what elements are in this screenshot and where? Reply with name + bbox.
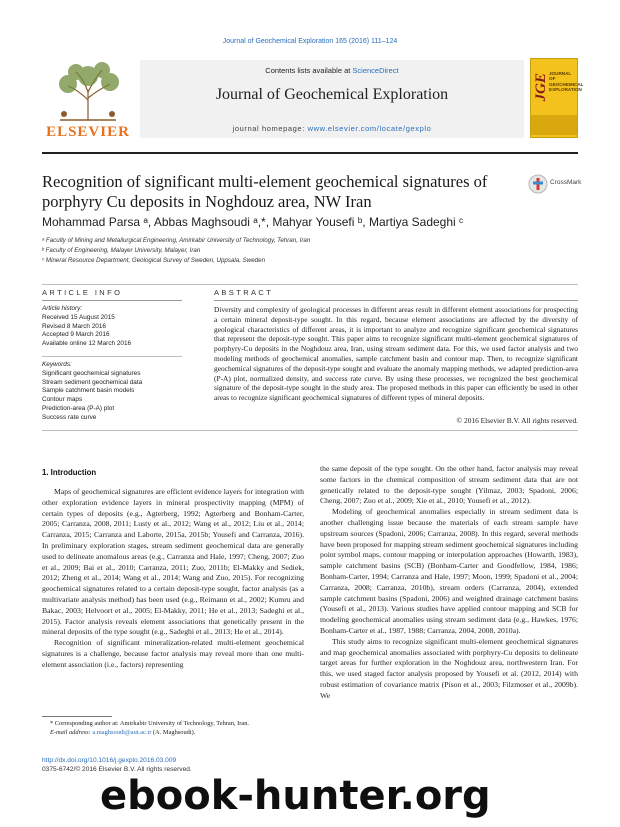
crossmark-label: CrossMark bbox=[550, 179, 582, 186]
journal-title: Journal of Geochemical Exploration bbox=[215, 86, 449, 103]
history-online: Available online 12 March 2016 bbox=[42, 340, 132, 348]
article-title: Recognition of significant multi-element geochemical signatures of porphyry Cu deposits in Noghdouz area, NW Iran bbox=[42, 172, 488, 211]
body-right-column bbox=[320, 464, 578, 702]
keywords-block bbox=[42, 361, 192, 423]
body-paragraph: This study aims to recognize significant multi-element geochemical signatures and map geochemical anomalies associated with porphyry-Cu deposits to delineate target areas for further exploration in the Noghdouz area, northwestern Iran. For this, we used staged factor analysis proposed by Yousefi et al. (2012, 2014) with robust estimation of covariance matrix (Pison et al., 2003; Filzmoser et al., 2009b). We bbox=[320, 636, 578, 700]
header-divider bbox=[42, 152, 578, 154]
history-revised: Revised 8 March 2016 bbox=[42, 322, 106, 330]
body-paragraph: Modeling of geochemical anomalies especially in stream sediment data is another challenging issue because the materials of each stream sample have upstream sources (Spadoni, 2006; Carranza, 2008). In this regard, several methods have been proposed for mapping stream sediment geochemical signatures including point symbol maps, contour mapping or interpolation approaches (Howarth, 1983), sample catchment basins (SCB) (Bonham-Carter and Goodfellow, 1984, 1986; Bonham-Carter, 1994; Carranza and Hale, 1997; Moon, 1999; Spadoni et al., 2004; Carranza, 2008; Carranza, 2010b), stream orders (Carranza, 2004), extended sample catchment basins (Spadoni, 2006) and weighted drainage catchment basins (Yousefi et al., 2013). Various studies have applied contour mapping and SCB for modeling geochemical anomalies using stream sediment data (e.g., Hawkes, 1976; Bonham-Carter et al., 1987, 1988; Carranza, 2004, 2008, 2010a). bbox=[320, 507, 578, 635]
cover-band bbox=[531, 115, 577, 135]
doi-link[interactable]: http://dx.doi.org/10.1016/j.gexplo.2016.03.009 bbox=[42, 757, 177, 764]
journal-reference[interactable]: Journal of Geochemical Exploration 165 (2016) 111–124 bbox=[222, 38, 398, 45]
introduction-heading: 1. Introduction bbox=[42, 468, 97, 477]
homepage-link[interactable]: www.elsevier.com/locate/gexplo bbox=[307, 124, 432, 133]
footnote-divider bbox=[42, 716, 112, 717]
footnote-email-line bbox=[50, 728, 304, 737]
footnote-author: * Corresponding author at: Amirkabir University of Technology, Tehran, Iran. bbox=[50, 720, 250, 727]
footnote-email-label: E-mail address: bbox=[50, 729, 93, 736]
author-list[interactable]: Mohammad Parsa ᵃ, Abbas Maghsoudi ᵃ,*, Mahyar Yousefi ᵇ, Martiya Sadeghi ᶜ bbox=[42, 215, 464, 229]
homepage-line bbox=[140, 124, 524, 133]
history-label: Article history: bbox=[42, 305, 83, 312]
body-paragraph: the same deposit of the type sought. On the other hand, factor analysis may reveal some factors in the chemical composition of stream sediment data that are not genetically related to the deposit-type sought (Yilmaz, 2003; Spadoni, 2006; Cheng, 2007; Zuo et al., 2009; Xie et al., 2010; Yousefi et al., 2012). bbox=[320, 464, 578, 506]
keywords-divider bbox=[42, 356, 182, 357]
affiliation-a: ᵃ Faculty of Mining and Metallurgical Engineering, Amirkabir University of Technology, Tehran, Iran bbox=[42, 237, 311, 244]
keyword-item: Stream sediment geochemical data bbox=[42, 378, 143, 386]
cover-title: JOURNAL OF GEOCHEMICAL EXPLORATION bbox=[549, 71, 584, 93]
journal-cover[interactable] bbox=[530, 58, 584, 138]
article-info-heading: ARTICLE INFO bbox=[42, 288, 123, 297]
article-info-divider bbox=[42, 300, 182, 301]
sciencedirect-link[interactable]: ScienceDirect bbox=[352, 66, 399, 75]
affiliation-c: ᶜ Mineral Resource Department, Geological Survey of Sweden, Uppsala, Sweden bbox=[42, 257, 266, 264]
abstract-divider bbox=[214, 300, 578, 301]
crossmark-icon bbox=[528, 174, 548, 194]
homepage-prefix: journal homepage: bbox=[232, 124, 308, 133]
keyword-item: Success rate curve bbox=[42, 413, 97, 421]
keyword-item: Sample catchment basin models bbox=[42, 387, 135, 395]
history-accepted: Accepted 9 March 2016 bbox=[42, 331, 110, 339]
abstract-heading: ABSTRACT bbox=[214, 288, 274, 297]
abstract-copyright: © 2016 Elsevier B.V. All rights reserved. bbox=[456, 416, 578, 425]
contents-line bbox=[140, 66, 524, 75]
issn-line: 0375-6742/© 2016 Elsevier B.V. All rights reserved. bbox=[42, 766, 192, 773]
abstract-bottom-divider bbox=[42, 430, 578, 431]
body-left-column bbox=[42, 487, 304, 671]
affiliation-b: ᵇ Faculty of Engineering, Malayer University, Malayer, Iran bbox=[42, 247, 201, 254]
keyword-item: Significant geochemical signatures bbox=[42, 369, 141, 377]
affiliations bbox=[42, 236, 542, 266]
body-paragraph: Maps of geochemical signatures are efficient evidence layers for integration with other exploration evidence layers in mineral prospectivity mapping (MPM) of certain types of deposits (e.g., Agterberg, 1992; Agterberg and Bonham-Carter, 2005; Carranza, 2008, 2011; Lusty et al., 2012; Wang et al., 2012; Liu et al., 2014; Carranza, 2015; Carranza and Laborte, 2015a, 2015b; Yousefi and Carranza, 2016). In preliminary exploration stages, stream sediment geochemical data are generally used to delineate anomalous areas (e.g., Carranza and Hale, 1997; Cheng, 2007; Zuo et al., 2009; Bai et al., 2010; Carranza, 2011; Zuo, 2011b; El-Makky and Sediek, 2012; Zheng et al., 2014; Wang et al., 2014; Wang and Zuo, 2015). For recognizing geochemical signatures related to a certain deposit-type sought, factor analysis (as a multivariate analysis method) has been used (e.g., Reimann et al., 2002; Kumru and Bakac, 2003; Helvoort et al., 2005; El-Makky, 2011; He et al., 2013; Sadeghi et al., 2015). Factor analysis reveals element associations that genetically present in the mineral deposits of the type sought (e.g., Sadeghi et al., 2013; He et al., 2014). bbox=[42, 487, 304, 637]
cover-initials: JGE bbox=[533, 73, 549, 102]
history-received: Received 15 August 2015 bbox=[42, 313, 115, 321]
keyword-item: Prediction-area (P-A) plot bbox=[42, 404, 115, 412]
footnote-email-suffix: (A. Maghsoudi). bbox=[151, 729, 196, 736]
publisher-name: ELSEVIER bbox=[46, 124, 130, 140]
watermark-text: ebook-hunter.org bbox=[100, 773, 491, 819]
info-top-divider bbox=[42, 284, 578, 285]
abstract-text: Diversity and complexity of geological processes in different areas result in different element associations for prospecting a certain mineral deposit-type sought. In this regard, because element associations are affected by the diversity of geological characteristics of different areas, it is important to analyze and recognize significant geochemical signatures that represent the deposit-type sought. This paper aims to recognize significant multi-element geochemical signatures of porphyry-Cu deposits in the Noghdouz area, Iran, using stream sediment data. For this, we used factor analysis and two modeling methods of geochemical anomalies, sample catchment basin and contour map. Then, to recognize significant geochemical signatures of the deposit-type sought and evaluate the anomaly mapping methods, we adapted prediction-area (P-A) plot, normalized density, and success rate curve. By using these processes, we recognized the best geochemical signature of the deposit-type sought in the study area. The proposed methods in this paper can efficiently be used in other areas to recognize significant geochemical signatures of different types of mineral deposits. bbox=[214, 305, 578, 403]
author-email-link[interactable]: a.maghsoudi@aut.ac.ir bbox=[92, 729, 152, 736]
crossmark-badge[interactable] bbox=[528, 174, 586, 194]
article-history bbox=[42, 305, 192, 349]
body-paragraph: Recognition of significant mineralization-related multi-element geochemical signatures is a challenge, because factor analysis may reveal more than one multi-element association (i.e., factors) representing bbox=[42, 638, 304, 669]
keywords-label: Keywords: bbox=[42, 361, 72, 368]
keyword-item: Contour maps bbox=[42, 396, 83, 404]
contents-prefix: Contents lists available at bbox=[265, 66, 353, 75]
footnote bbox=[50, 719, 304, 737]
